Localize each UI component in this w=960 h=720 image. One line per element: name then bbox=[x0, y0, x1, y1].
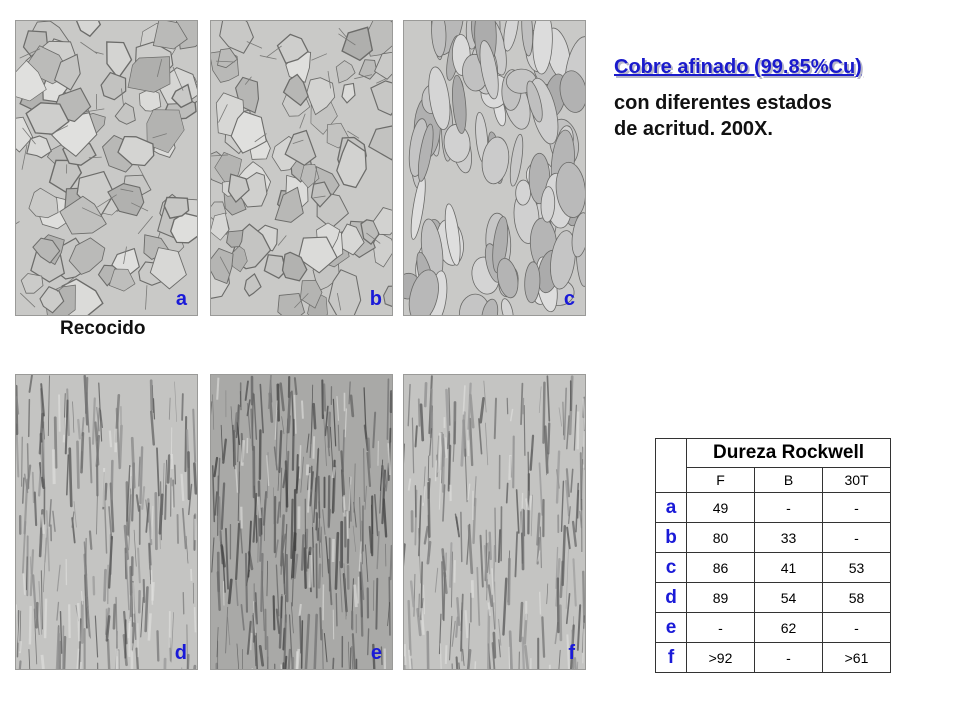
row-label: e bbox=[656, 613, 687, 643]
table-row bbox=[656, 643, 891, 673]
table-cell: 58 bbox=[823, 583, 891, 613]
table-corner-cell bbox=[656, 439, 687, 493]
micrograph-texture bbox=[16, 21, 197, 315]
micrograph-d bbox=[15, 374, 198, 670]
subtitle-line: de acritud. 200X. bbox=[614, 118, 773, 140]
micrograph-texture bbox=[211, 21, 392, 315]
table-cell: 86 bbox=[687, 553, 755, 583]
micrograph-texture bbox=[211, 375, 392, 669]
row-label: f bbox=[656, 643, 687, 673]
table-cell: 89 bbox=[687, 583, 755, 613]
micrograph-label: d bbox=[174, 642, 187, 664]
table-cell: 41 bbox=[755, 553, 823, 583]
micrograph-label: f bbox=[568, 642, 575, 664]
micrograph-texture bbox=[404, 375, 585, 669]
caption-annealed: Recocido bbox=[60, 318, 146, 339]
page-title: Cobre afinado (99.85%Cu) bbox=[614, 56, 862, 78]
row-label: d bbox=[656, 583, 687, 613]
table-header: Dureza Rockwell bbox=[687, 439, 891, 468]
row-label: b bbox=[656, 523, 687, 553]
micrograph-texture bbox=[404, 21, 585, 315]
table-cell: >61 bbox=[823, 643, 891, 673]
table-cell: - bbox=[755, 493, 823, 523]
micrograph-texture bbox=[16, 375, 197, 669]
table-cell: 54 bbox=[755, 583, 823, 613]
micrograph-a bbox=[15, 20, 198, 316]
table-cell: 49 bbox=[687, 493, 755, 523]
subtitle-line: con diferentes estados bbox=[614, 92, 832, 114]
micrograph-label: a bbox=[175, 288, 187, 310]
micrograph-b bbox=[210, 20, 393, 316]
table-cell: - bbox=[687, 613, 755, 643]
table-header-row bbox=[656, 439, 891, 468]
table-cell: - bbox=[755, 643, 823, 673]
table-row bbox=[656, 583, 891, 613]
micrograph-f bbox=[403, 374, 586, 670]
table-subheader-row bbox=[656, 468, 891, 493]
micrograph-e bbox=[210, 374, 393, 670]
table-row bbox=[656, 493, 891, 523]
column-header: 30T bbox=[823, 468, 891, 493]
table-row bbox=[656, 523, 891, 553]
table-cell: 33 bbox=[755, 523, 823, 553]
table-cell: 80 bbox=[687, 523, 755, 553]
table-row bbox=[656, 553, 891, 583]
row-label: c bbox=[656, 553, 687, 583]
micrograph-label: c bbox=[563, 288, 575, 310]
table-row bbox=[656, 613, 891, 643]
row-label: a bbox=[656, 493, 687, 523]
table-cell: 53 bbox=[823, 553, 891, 583]
column-header: F bbox=[687, 468, 755, 493]
table-cell: 62 bbox=[755, 613, 823, 643]
hardness-table bbox=[655, 438, 891, 673]
table-cell: - bbox=[823, 523, 891, 553]
table-cell: - bbox=[823, 613, 891, 643]
micrograph-label: e bbox=[370, 642, 382, 664]
page-subtitle bbox=[614, 90, 832, 142]
micrograph-label: b bbox=[369, 288, 382, 310]
column-header: B bbox=[755, 468, 823, 493]
table-cell: - bbox=[823, 493, 891, 523]
micrograph-c bbox=[403, 20, 586, 316]
table-cell: >92 bbox=[687, 643, 755, 673]
